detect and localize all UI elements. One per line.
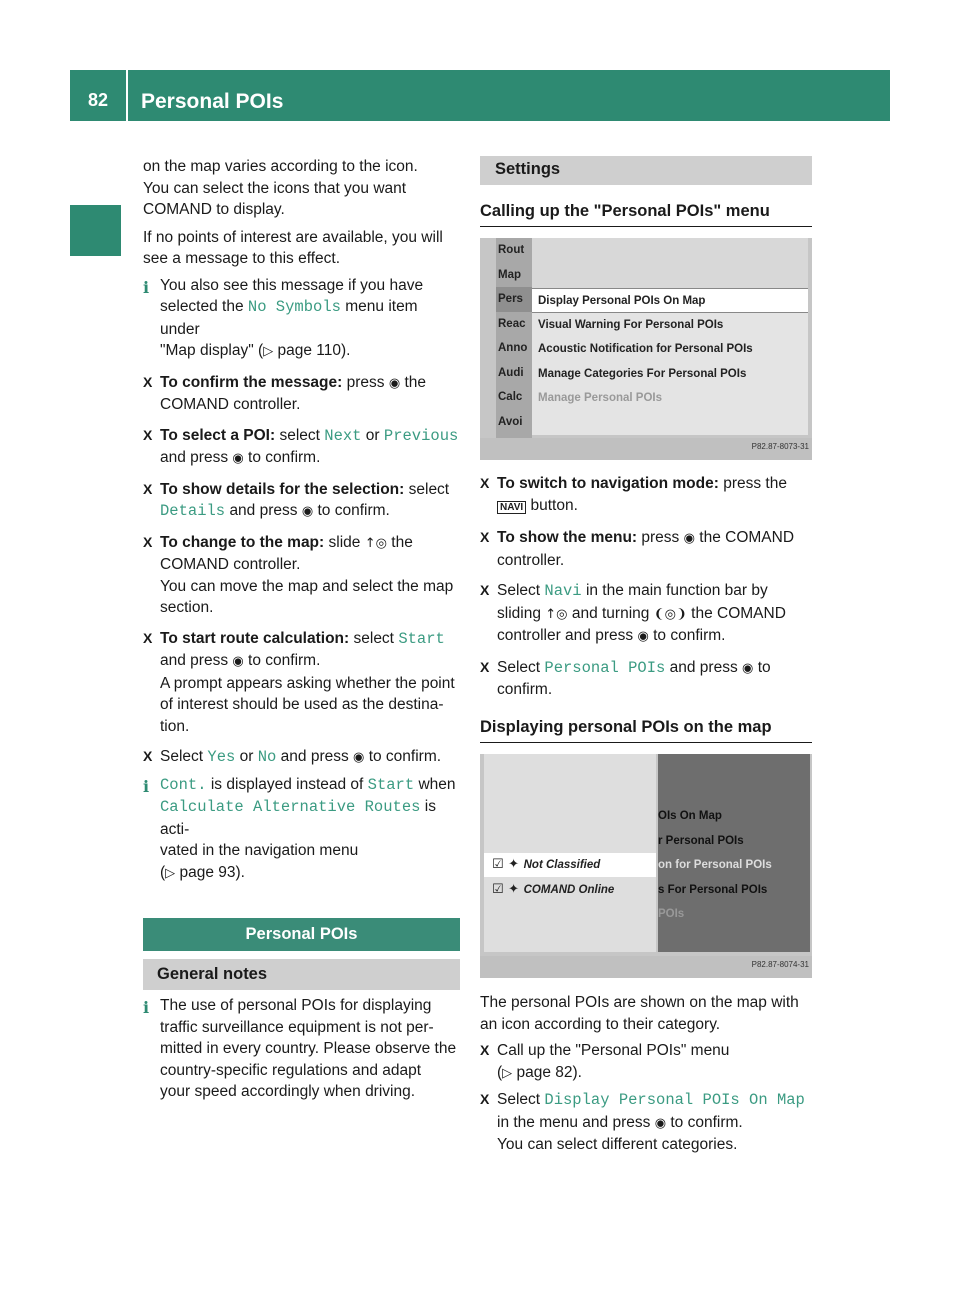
step-text: and press	[669, 658, 738, 676]
step-arrow-icon: X	[480, 1042, 490, 1058]
step-text: and press	[160, 449, 229, 466]
step-text: Select	[160, 748, 204, 765]
note-text: is displayed instead of	[210, 775, 364, 793]
note-text: is acti-	[160, 798, 436, 838]
step-text: button.	[530, 496, 578, 514]
info-note	[143, 774, 460, 885]
menu-item-ref: Next	[324, 426, 362, 445]
menu-item-ref: Cont.	[160, 775, 207, 794]
screen-menu-item: Visual Warning For Personal POIs	[538, 318, 724, 331]
screen-submenu	[532, 288, 808, 435]
step-text: Select	[497, 658, 541, 676]
step-text: slide	[328, 533, 361, 551]
screen-menu-item: Manage Personal POIs	[538, 392, 662, 404]
section-band-settings: Settings	[480, 156, 812, 185]
note-text: traffic surveillance equipment is not per-	[160, 1018, 434, 1036]
screen-left-item: Map	[498, 268, 521, 281]
step-text: A prompt appears asking whether the point	[160, 674, 455, 692]
step-text: or	[365, 426, 380, 444]
screen-menu-item: POIs	[658, 908, 685, 920]
section-band-general-notes: General notes	[143, 959, 460, 991]
menu-item-ref: Calculate Alternative Routes	[160, 798, 421, 816]
step-arrow-icon: X	[480, 658, 490, 675]
step-title: To show details for the selection:	[160, 480, 405, 498]
press-icon: ◉	[353, 750, 365, 765]
step-arrow-icon: X	[143, 426, 153, 443]
step-text: You can move the map and select the map	[160, 577, 454, 595]
note-text: page 93).	[179, 863, 245, 881]
note-text: mitted in every country. Please observe the	[160, 1040, 457, 1057]
step-text: to	[757, 658, 771, 676]
step-text: or	[239, 748, 254, 765]
step-text: select	[408, 480, 450, 498]
step-text: and press	[280, 748, 349, 765]
intro-line: on the map varies according to the icon.	[143, 158, 418, 175]
step-text: Select	[497, 1091, 541, 1108]
step-title: To show the menu:	[497, 529, 638, 546]
menu-item-ref: Yes	[207, 748, 236, 766]
note-text: when	[418, 775, 456, 793]
screen-left-item: Pers	[496, 287, 532, 312]
step-text: to confirm.	[670, 1113, 743, 1131]
step-arrow-icon: X	[143, 748, 153, 764]
press-icon: ◉	[232, 451, 244, 466]
step-text: and press	[229, 502, 298, 519]
step-arrow-icon: X	[480, 475, 490, 491]
screen-category-list	[484, 754, 656, 952]
menu-item-ref: Previous	[383, 426, 459, 445]
press-icon: ◉	[232, 654, 244, 669]
note-text: "Map display" (	[160, 342, 264, 359]
page-title: Personal POIs	[141, 90, 284, 113]
step-text: the	[391, 533, 413, 551]
page-ref-icon: ▷	[165, 865, 176, 881]
note-text: The use of personal POIs for displaying	[160, 997, 432, 1014]
step-text: press	[346, 373, 385, 391]
screen-menu-item: Acoustic Notification for Personal POIs	[538, 343, 753, 355]
slide-up-icon: ↑◎	[364, 535, 387, 551]
turn-icon: ❨◎❩	[653, 606, 687, 622]
screen-left-item: Calc	[498, 391, 523, 403]
intro-line: COMAND to display.	[143, 201, 285, 218]
press-icon: ◉	[742, 660, 754, 676]
screen-left-item: Anno	[498, 342, 528, 354]
step-arrow-icon: X	[143, 373, 153, 390]
step-arrow-icon: X	[143, 629, 153, 646]
step-arrow-icon: X	[143, 533, 153, 550]
step-text: to confirm.	[248, 449, 321, 466]
step-text: confirm.	[497, 681, 553, 698]
info-icon: i	[143, 776, 150, 796]
step	[480, 473, 812, 518]
step	[480, 580, 812, 648]
press-icon: ◉	[683, 531, 695, 546]
step	[480, 1089, 812, 1156]
step-text: the	[404, 373, 427, 391]
screen-left-item: Audi	[498, 366, 524, 379]
header-divider	[126, 70, 128, 121]
figure-code: P82.87-8074-31	[751, 959, 809, 969]
screen-menu-item: Manage Categories For Personal POIs	[538, 367, 747, 380]
info-note	[143, 275, 460, 363]
step-text: in the menu and press	[497, 1113, 651, 1131]
checkbox-icon: ☑ ✦	[492, 882, 524, 897]
step-text: of interest should be used as the destina-	[160, 696, 444, 713]
step-text: press	[641, 529, 680, 546]
press-icon: ◉	[654, 1115, 667, 1131]
menu-item-ref: Start	[398, 629, 445, 648]
screen-left-item: Rout	[498, 244, 525, 256]
screen-category-row	[484, 853, 656, 877]
step-text: page 82).	[516, 1063, 582, 1081]
step-arrow-icon: X	[480, 1091, 490, 1107]
screen-menu-item: Display Personal POIs On Map	[532, 288, 808, 313]
menu-item-ref: No	[257, 748, 277, 766]
screen-menu-item: OIs On Map	[658, 810, 722, 822]
screenshot-poi-categories	[480, 754, 812, 978]
step-text: controller.	[497, 551, 565, 569]
slide-up-icon: ↑◎	[545, 606, 568, 622]
right-column	[480, 156, 812, 1156]
step-title: To start route calculation:	[160, 629, 350, 647]
step-arrow-icon: X	[480, 529, 490, 545]
step	[480, 1040, 812, 1084]
step-text: in the main function bar by	[585, 582, 768, 599]
side-tab	[70, 205, 121, 256]
step-title: To change to the map:	[160, 533, 325, 551]
step-text: and press	[160, 652, 229, 669]
press-icon: ◉	[637, 629, 649, 644]
note-text: (	[160, 863, 166, 881]
screen-left-menu	[496, 238, 532, 438]
screen-category-label: Not Classified	[523, 859, 601, 871]
screenshot-personal-pois-menu	[480, 238, 812, 460]
navi-button-icon: NAVI	[497, 501, 526, 514]
menu-item-ref: Display Personal POIs On Map	[544, 1091, 805, 1109]
screen-menu-item: on for Personal POIs	[658, 859, 772, 871]
step-text: You can select different categories.	[497, 1136, 738, 1153]
note-text: menu item under	[160, 298, 418, 338]
step-text: the COMAND	[691, 604, 786, 622]
subheading-calling-up-menu: Calling up the "Personal POIs" menu	[480, 201, 812, 228]
step	[143, 479, 460, 523]
side-label: Navigation	[88, 388, 111, 496]
step-text: to confirm.	[653, 627, 726, 644]
step-text: tion.	[160, 717, 190, 735]
note-text: your speed accordingly when driving.	[160, 1083, 416, 1100]
step	[143, 425, 460, 470]
screen-dimmed-menu	[658, 754, 810, 952]
screen-category-label: COMAND Online	[523, 884, 615, 896]
step-text: press the	[723, 475, 787, 492]
menu-item-ref: No Symbols	[247, 298, 341, 316]
step-text: to confirm.	[248, 652, 321, 669]
step-text: COMAND controller.	[160, 396, 301, 413]
subheading-displaying-pois: Displaying personal POIs on the map	[480, 717, 812, 744]
step-text: controller and press	[497, 627, 634, 644]
screen-menu-item: s For Personal POIs	[658, 883, 768, 896]
step-text: and turning	[571, 604, 650, 622]
note-text: page 110).	[277, 342, 351, 359]
step	[480, 657, 812, 701]
step	[480, 527, 812, 571]
checkbox-icon: ☑ ✦	[492, 857, 524, 872]
note-text: vated in the navigation menu	[160, 842, 359, 859]
figure-code: P82.87-8073-31	[751, 441, 809, 451]
page-number: 82	[88, 90, 109, 110]
section-band-personal-pois: Personal POIs	[143, 918, 460, 951]
step-title: To switch to navigation mode:	[497, 475, 719, 492]
intro-line: If no points of interest are available, you will	[143, 228, 443, 246]
step-text: to confirm.	[368, 748, 442, 765]
step-arrow-icon: X	[480, 582, 490, 598]
step	[143, 628, 460, 738]
menu-item-ref: Personal POIs	[544, 658, 666, 677]
press-icon: ◉	[301, 504, 314, 519]
info-icon: i	[143, 277, 150, 297]
page-ref-icon: ▷	[502, 1065, 513, 1081]
info-icon: i	[143, 998, 150, 1017]
step-arrow-icon: X	[143, 480, 153, 497]
step-text: COMAND controller.	[160, 556, 301, 573]
press-icon: ◉	[388, 375, 401, 391]
step-title: To confirm the message:	[160, 373, 343, 391]
step-text: select	[353, 629, 394, 647]
step	[143, 532, 460, 619]
intro-line: see a message to this effect.	[143, 250, 341, 267]
step-text: (	[497, 1063, 503, 1081]
body-text: an icon according to their category.	[480, 1015, 721, 1033]
step-text: section.	[160, 599, 214, 616]
screen-menu-item: r Personal POIs	[658, 834, 744, 847]
intro-line: You can select the icons that you want	[143, 179, 407, 197]
left-column	[143, 156, 460, 1103]
note-text: You also see this message if you have	[160, 276, 424, 294]
step-text: Call up the "Personal POIs" menu	[497, 1042, 730, 1059]
info-note	[143, 995, 460, 1103]
screen-top-area	[532, 238, 808, 288]
step-text: sliding	[497, 604, 541, 622]
note-text: selected the	[160, 298, 244, 315]
page-ref-icon: ▷	[263, 344, 274, 359]
step-title: To select a POI:	[160, 426, 276, 444]
menu-item-ref: Details	[160, 502, 226, 520]
menu-item-ref: Start	[367, 775, 415, 794]
step-text: select	[279, 426, 320, 444]
step	[143, 372, 460, 416]
screen-category-row	[484, 878, 656, 902]
step-text: to confirm.	[317, 502, 390, 519]
body-text: The personal POIs are shown on the map with	[480, 994, 799, 1011]
step-text: Select	[497, 582, 541, 599]
menu-item-ref: Navi	[544, 582, 582, 600]
note-text: country-specific regulations and adapt	[160, 1061, 422, 1079]
screen-left-item: Avoi	[498, 415, 523, 428]
screen-left-item: Reac	[498, 317, 526, 330]
step	[143, 746, 460, 769]
step-text: the COMAND	[699, 529, 795, 546]
